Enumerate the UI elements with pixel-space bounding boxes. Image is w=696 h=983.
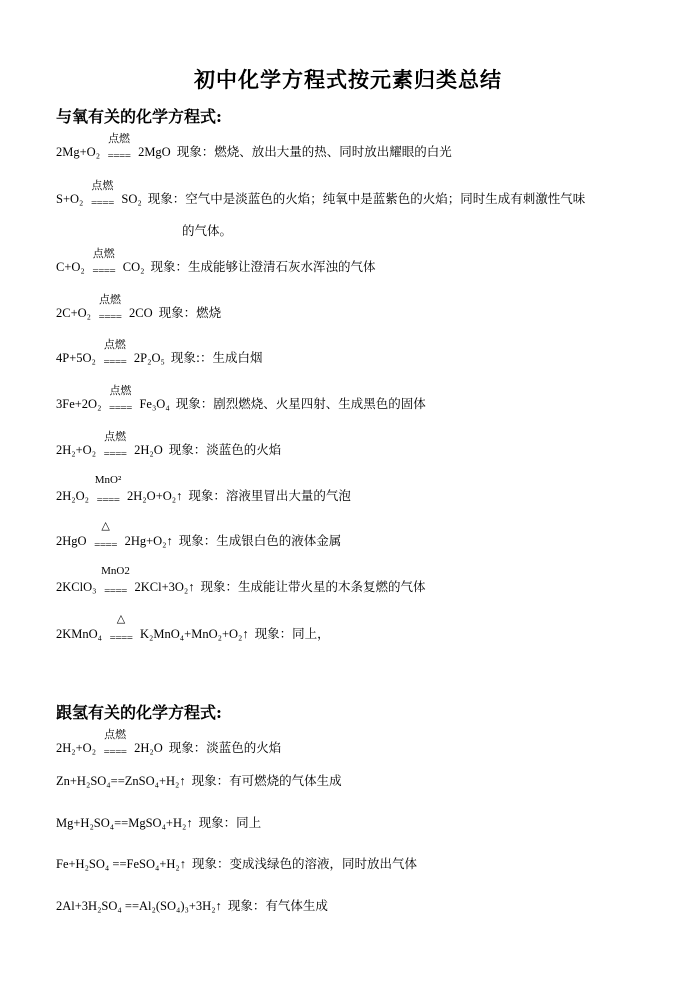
observation-text: 现象：燃烧: [158, 305, 222, 320]
observation-text: 现象：同上: [198, 815, 262, 830]
condition-label: 点燃: [103, 339, 126, 351]
observation-text: 现象：燃烧、放出大量的热、同时放出耀眼的白光: [176, 144, 452, 159]
reaction-condition: [89, 248, 119, 277]
equation-products: 2KCl+3O₂↑: [134, 580, 195, 594]
reaction-condition: [100, 339, 130, 368]
observation-text: 现象：同上，: [254, 626, 330, 641]
equation-products: 2Hg+O₂↑: [124, 534, 173, 548]
equation-reactants: 2C+O₂: [56, 306, 92, 320]
condition-label: MnO2: [101, 565, 130, 577]
condition-arrow: ====: [94, 539, 117, 551]
reaction-condition: [95, 294, 125, 323]
equation-reactants: 2HgO: [56, 534, 87, 548]
equation-products: 2CO: [129, 306, 153, 320]
equation-row: [56, 813, 261, 831]
reaction-condition: [93, 474, 123, 506]
page-title: 初中化学方程式按元素归类总结: [194, 67, 502, 92]
observation-text: 现象：有气体生成: [227, 898, 328, 913]
equation-reactants: 2KMnO₄: [56, 627, 103, 641]
equation-row: [56, 896, 328, 914]
condition-arrow: ====: [90, 197, 114, 209]
equation-row: [56, 339, 263, 368]
condition-label: 点燃: [109, 385, 132, 397]
observation-text: 现象：有可燃烧的气体生成: [191, 773, 342, 788]
heat-symbol-icon: △: [101, 520, 110, 532]
condition-arrow: ====: [98, 311, 122, 323]
condition-arrow: ====: [109, 632, 133, 644]
observation-text: 现象：淡蓝色的火焰: [168, 740, 282, 755]
condition-arrow: ====: [96, 494, 120, 506]
condition-label: 点燃: [91, 180, 114, 192]
equation-row: [56, 133, 452, 162]
equation-row: [56, 474, 351, 506]
heat-symbol-icon: △: [116, 613, 126, 625]
reaction-condition: [100, 565, 130, 597]
observation-continuation: 的气体。: [182, 223, 233, 238]
reaction-condition: [100, 431, 130, 460]
equation-reactants: 2H₂+O₂: [56, 741, 97, 755]
condition-arrow: ====: [103, 746, 127, 758]
equation-row: [56, 613, 330, 644]
condition-label: 点燃: [92, 248, 115, 260]
condition-label: 点燃: [104, 729, 127, 741]
condition-arrow: ====: [104, 585, 127, 597]
equation-reactants: 2H₂O₂: [56, 489, 90, 503]
equation-products: 2H₂O: [134, 443, 163, 457]
equation-reactants: 4P+5O₂: [56, 351, 96, 365]
equation-products: 2P₂O₅: [133, 351, 165, 365]
condition-arrow: ====: [103, 448, 127, 460]
observation-text: 现象：变成浅绿色的溶液，同时放出气体: [192, 856, 418, 871]
reaction-condition: [87, 180, 117, 209]
section-heading-oxygen: 与氧有关的化学方程式:: [56, 107, 222, 126]
equation-row: [56, 385, 426, 414]
equation-row: [56, 565, 426, 597]
equation-row: [56, 248, 376, 277]
observation-text: 现象：淡蓝色的火焰: [168, 442, 282, 457]
equation-text: Mg+H₂SO₄==MgSO₄+H₂↑: [56, 816, 193, 830]
equation-reactants: 3Fe+2O₂: [56, 397, 102, 411]
equation-row: [56, 294, 222, 323]
condition-label: MnO²: [94, 474, 122, 486]
reaction-condition: [106, 613, 136, 644]
reaction-condition: [91, 520, 121, 551]
condition-label: 点燃: [108, 133, 131, 145]
condition-arrow: ====: [92, 265, 116, 277]
equation-text: Fe+H₂SO₄ ==FeSO₄+H₂↑: [56, 857, 187, 871]
equation-reactants: 2KClO₃: [56, 580, 97, 594]
observation-text: 现象:：生成白烟: [170, 350, 263, 365]
equation-products: K₂MnO₄+MnO₂+O₂↑: [140, 627, 249, 641]
equation-reactants: 2H₂+O₂: [56, 443, 97, 457]
reaction-condition: [105, 385, 135, 414]
equation-row: [56, 729, 282, 758]
observation-text: 现象：生成能让带火星的木条复燃的气体: [200, 579, 426, 594]
condition-label: 点燃: [99, 294, 122, 306]
equation-row: [56, 431, 282, 460]
observation-text: 现象：空气中是淡蓝色的火焰；纯氧中是蓝紫色的火焰；同时生成有刺激性气味: [147, 191, 586, 206]
observation-text: 现象：生成能够让澄清石灰水浑浊的气体: [150, 259, 376, 274]
equation-reactants: 2Mg+O₂: [56, 145, 101, 159]
equation-row: [56, 771, 342, 789]
equation-products: SO₂: [121, 192, 142, 206]
equation-text: 2Al+3H₂SO₄ ==Al₂(SO₄)₃+3H₂↑: [56, 899, 222, 913]
equation-reactants: C+O₂: [56, 260, 85, 274]
reaction-condition: [104, 133, 134, 162]
equation-row: [56, 854, 417, 872]
observation-text: 现象：生成银白色的液体金属: [178, 533, 342, 548]
equation-products: Fe₃O₄: [139, 397, 170, 411]
equation-products: CO₂: [122, 260, 145, 274]
section-heading-hydrogen: 跟氢有关的化学方程式:: [56, 703, 222, 722]
reaction-condition: [100, 729, 130, 758]
equation-text: Zn+H₂SO₄==ZnSO₄+H₂↑: [56, 774, 186, 788]
condition-arrow: ====: [103, 356, 127, 368]
condition-arrow: ====: [109, 402, 132, 414]
equation-row: [56, 180, 586, 209]
equation-row: [56, 520, 342, 551]
observation-text: 现象：溶液里冒出大量的气泡: [188, 488, 351, 503]
equation-products: 2H₂O: [134, 741, 163, 755]
equation-products: 2H₂O+O₂↑: [127, 489, 183, 503]
condition-label: 点燃: [104, 431, 127, 443]
equation-products: 2MgO: [138, 145, 171, 159]
equation-reactants: S+O₂: [56, 192, 84, 206]
condition-arrow: ====: [107, 150, 131, 162]
observation-text: 现象：剧烈燃烧、火星四射、生成黑色的固体: [175, 396, 426, 411]
